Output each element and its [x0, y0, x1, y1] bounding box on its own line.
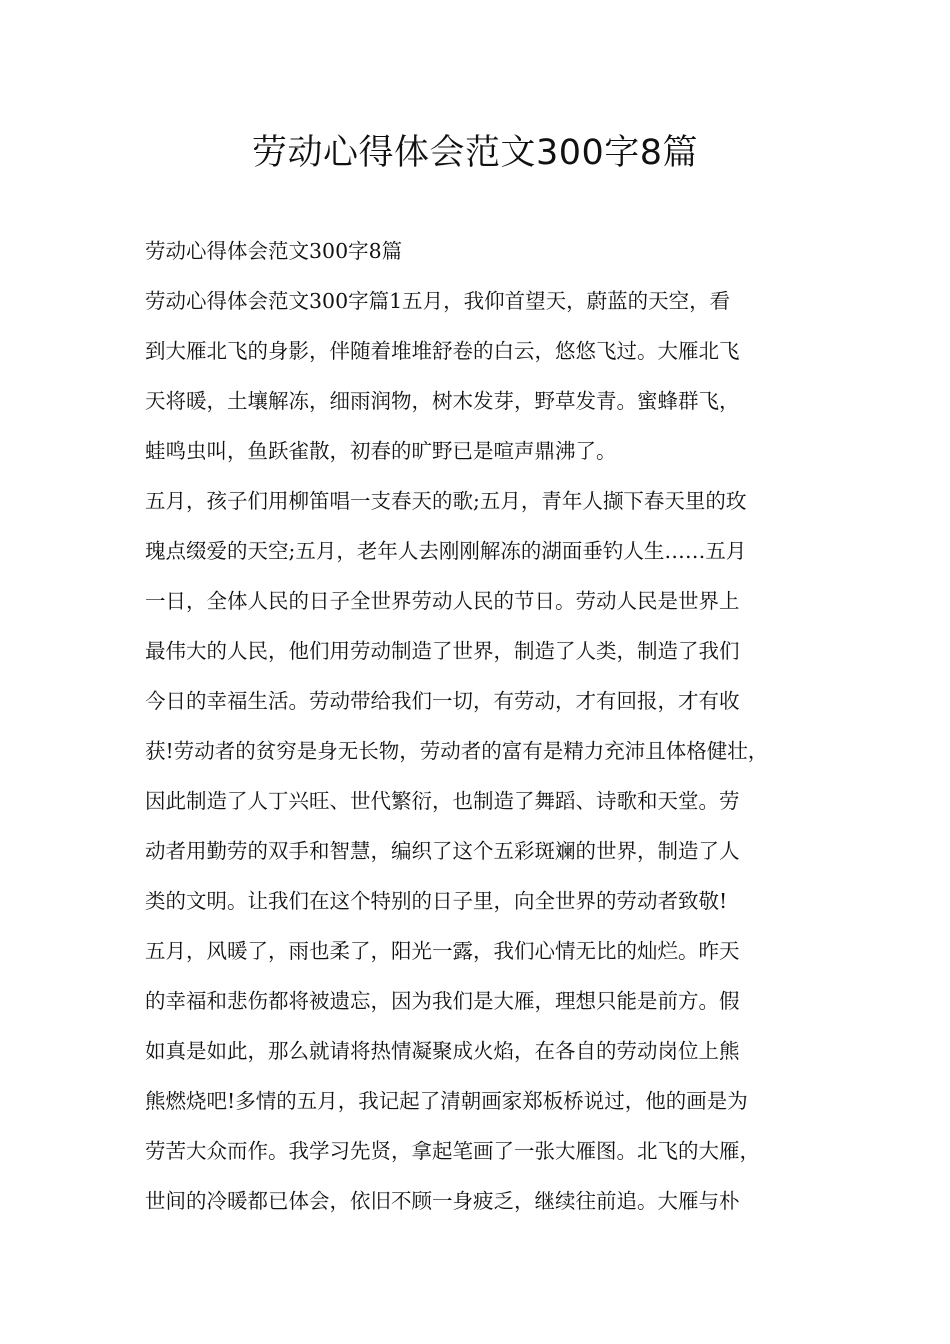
text-line: 天将暖，土壤解冻，细雨润物，树木发芽，野草发青。蜜蜂群飞，: [145, 389, 740, 413]
text-line: 到大雁北飞的身影，伴随着堆堆舒卷的白云，悠悠飞过。大雁北飞: [145, 339, 740, 363]
text-line: 因此制造了人丁兴旺、世代繁衍，也制造了舞蹈、诗歌和天堂。劳: [145, 789, 740, 813]
text-line: 最伟大的人民，他们用劳动制造了世界，制造了人类，制造了我们: [145, 639, 740, 663]
text-line: 的幸福和悲伤都将被遗忘，因为我们是大雁，理想只能是前方。假: [145, 989, 740, 1013]
text-line: 动者用勤劳的双手和智慧，编织了这个五彩斑斓的世界，制造了人: [145, 839, 740, 863]
text-line: 获!劳动者的贫穷是身无长物，劳动者的富有是精力充沛且体格健壮，: [145, 739, 769, 763]
text-line: 五月，孩子们用柳笛唱一支春天的歌;五月，青年人撷下春天里的玫: [145, 489, 747, 513]
text-line: 如真是如此，那么就请将热情凝聚成火焰，在各自的劳动岗位上熊: [145, 1039, 740, 1063]
text-line: 熊燃烧吧!多情的五月，我记起了清朝画家郑板桥说过，他的画是为: [145, 1089, 748, 1113]
text-line: 类的文明。让我们在这个特别的日子里，向全世界的劳动者致敬!: [145, 889, 728, 913]
document-title: 劳动心得体会范文300字8篇: [251, 133, 699, 173]
text-line: 劳动心得体会范文300字8篇: [145, 239, 403, 263]
text-line: 五月，风暖了，雨也柔了，阳光一露，我们心情无比的灿烂。昨天: [145, 939, 740, 963]
paragraph-1: [145, 276, 825, 476]
paragraph-subtitle: [145, 226, 825, 276]
text-line: 劳苦大众而作。我学习先贤，拿起笔画了一张大雁图。北飞的大雁，: [145, 1139, 760, 1163]
text-line: 世间的冷暖都已体会，依旧不顾一身疲乏，继续往前追。大雁与朴: [145, 1189, 740, 1213]
text-line: 一日，全体人民的日子全世界劳动人民的节日。劳动人民是世界上: [145, 589, 740, 613]
paragraph-2: [145, 476, 825, 926]
document-body: [145, 226, 825, 1226]
text-line: 劳动心得体会范文300字篇1五月，我仰首望天，蔚蓝的天空，看: [145, 289, 731, 313]
text-line: 今日的幸福生活。劳动带给我们一切，有劳动，才有回报，才有收: [145, 689, 740, 713]
text-line: 瑰点缀爱的天空;五月，老年人去刚刚解冻的湖面垂钓人生……五月: [145, 539, 747, 563]
text-line: 蛙鸣虫叫，鱼跃雀散，初春的旷野已是喧声鼎沸了。: [145, 439, 617, 463]
paragraph-3: [145, 926, 825, 1226]
